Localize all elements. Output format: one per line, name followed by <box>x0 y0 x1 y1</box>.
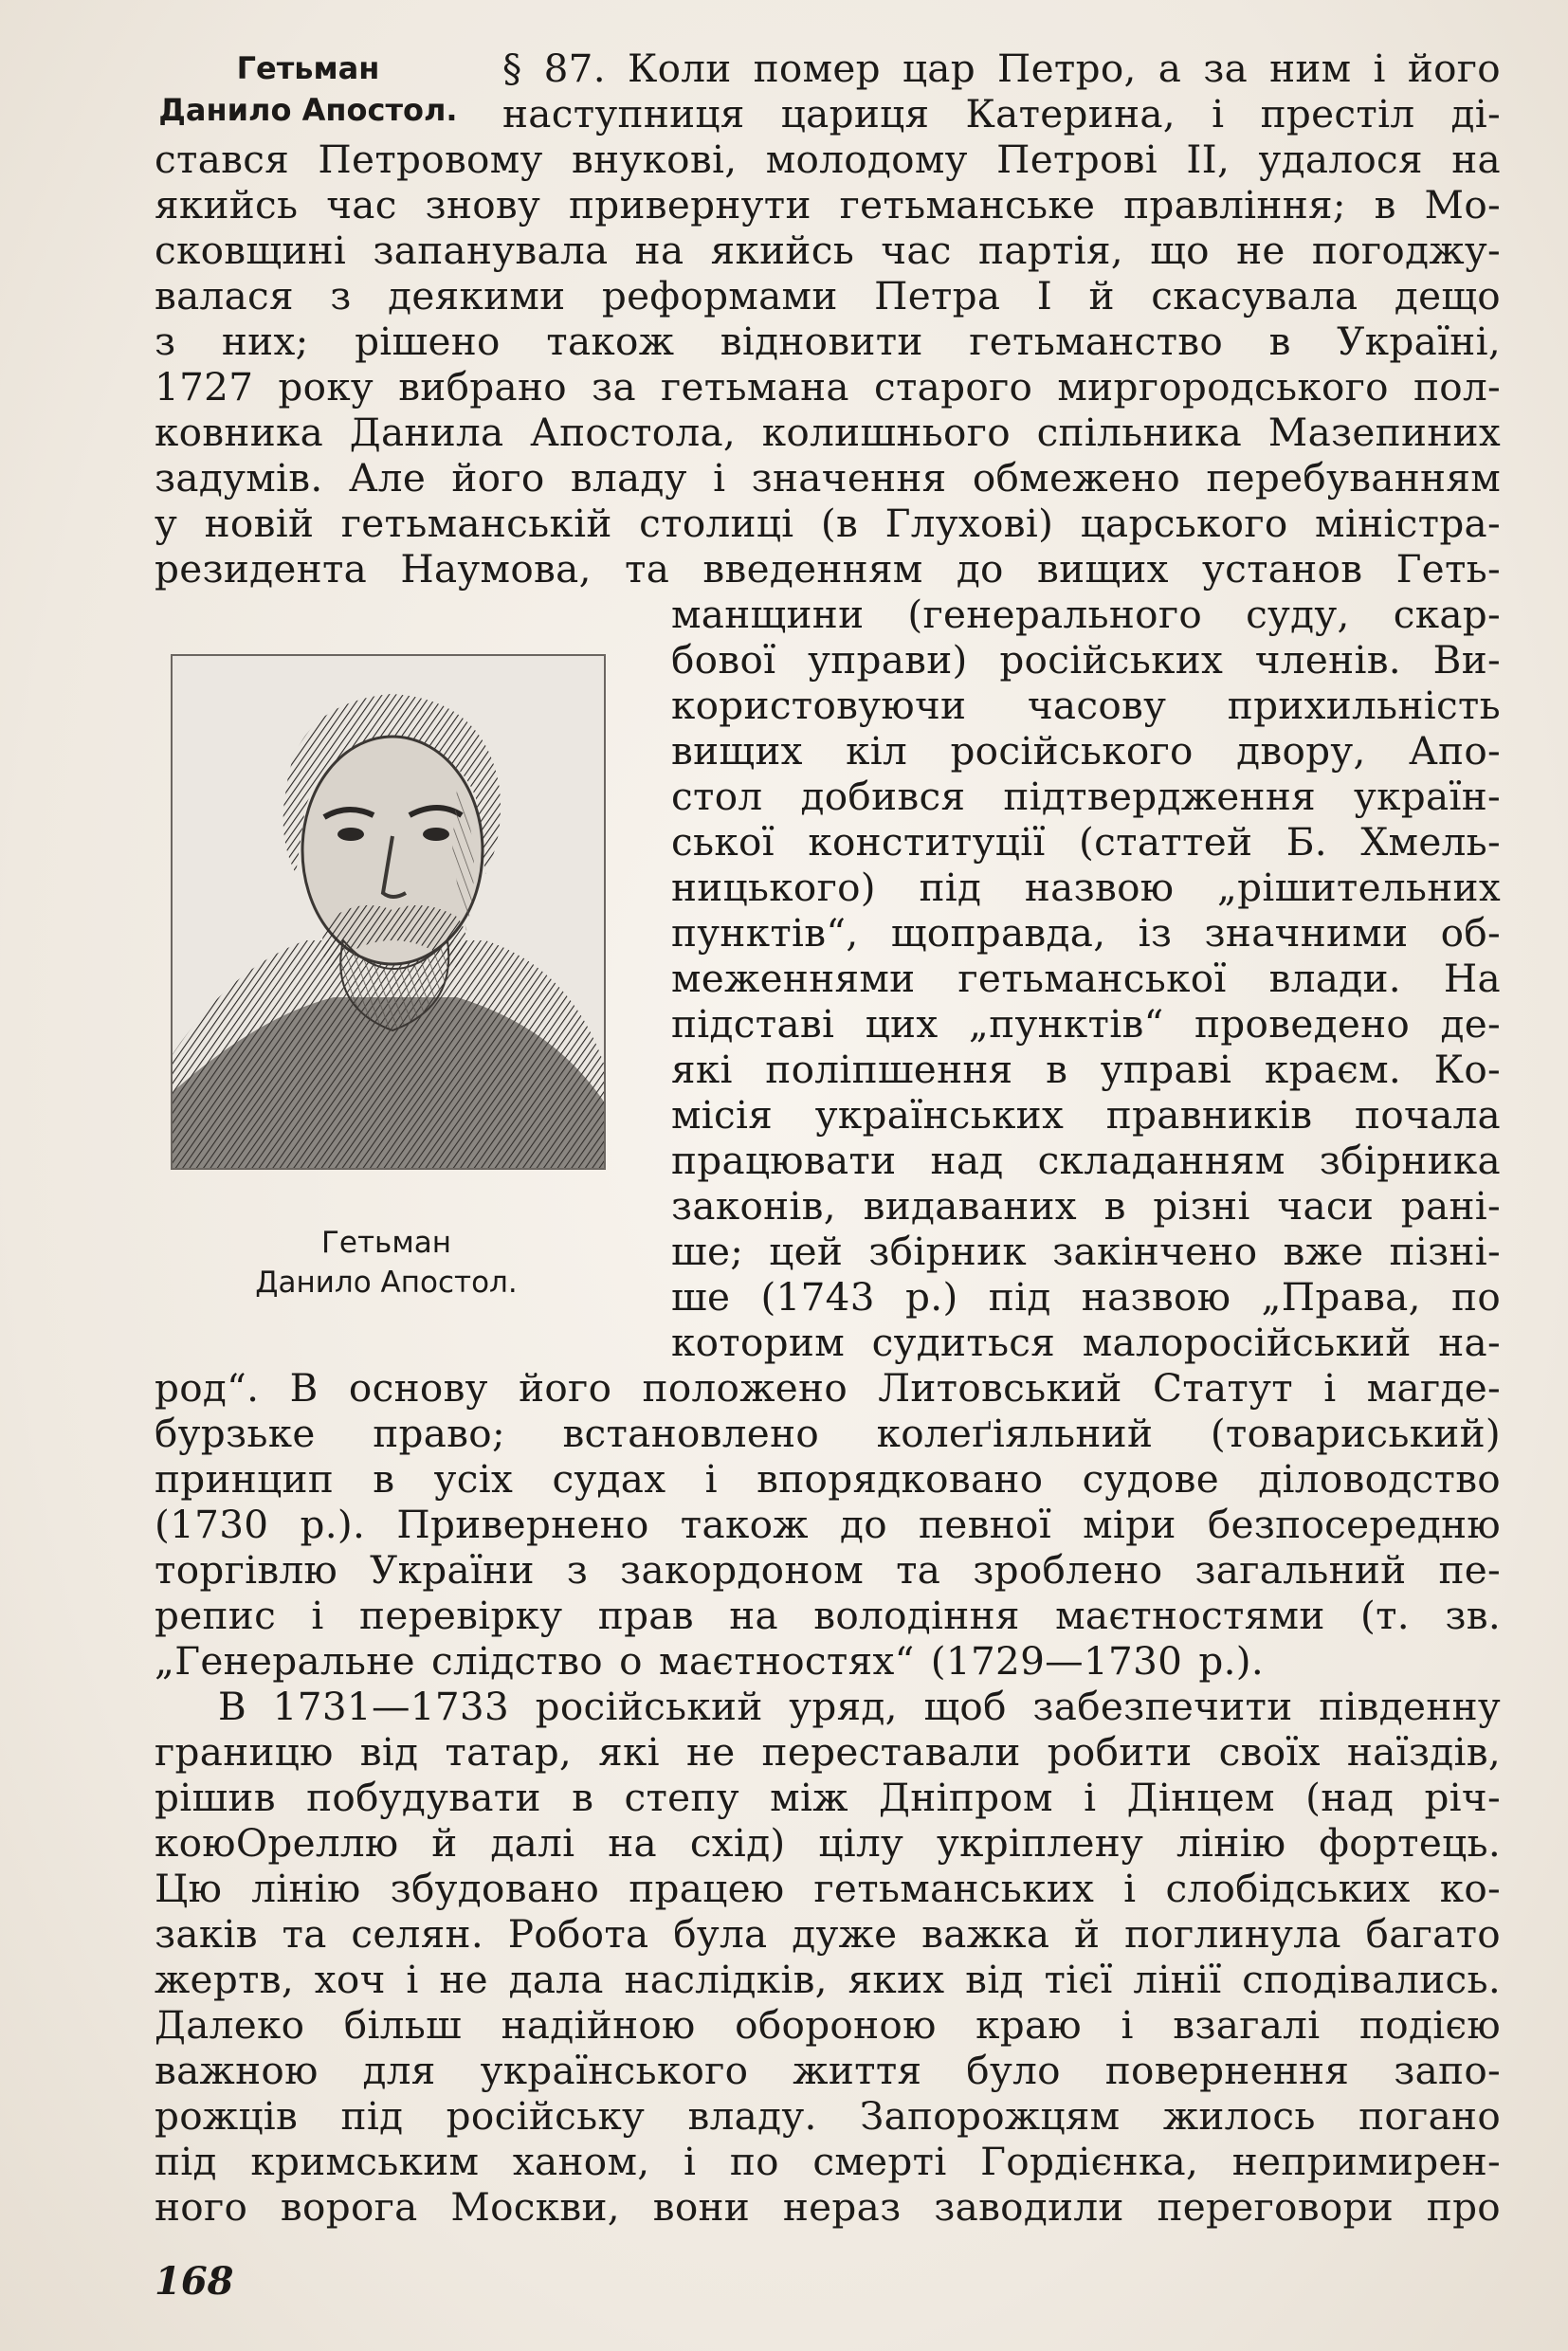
text-line: користовуючи часову прихильність <box>671 683 1501 728</box>
paragraph-first-line: В 1731—1733 російський уряд, щоб забезпечити південну <box>218 1684 1501 1729</box>
text-line: ше; цей збірник закінчено вже пізні- <box>671 1229 1501 1274</box>
text-line: ше (1743 р.) під назвою „Права, по <box>671 1274 1501 1320</box>
text-line: торгівлю України з закордоном та зроблено загальний пе- <box>155 1547 1501 1593</box>
text-line: бової управи) російських членів. Ви- <box>671 637 1501 683</box>
page-number: 168 <box>155 2259 234 2304</box>
text-line: важною для українського життя було повернення запо- <box>155 2048 1501 2093</box>
text-line: ного ворога Москви, вони нераз заводили переговори про <box>155 2184 1501 2230</box>
marginal-heading-line2: Данило Апостол. <box>158 92 458 128</box>
text-line: вищих кіл російського двору, Апо- <box>671 728 1501 774</box>
text-line: наступниця цариця Катерина, і престіл ді- <box>502 91 1501 137</box>
paragraph-first-line: § 87. Коли помер цар Петро, а за ним і його <box>502 46 1501 91</box>
text-line: місія українських правників почала <box>671 1092 1501 1138</box>
marginal-heading-line1: Гетьман <box>236 50 380 86</box>
text-line: жертв, хоч і не дала наслідків, яких від тієї лінії сподівались. <box>155 1957 1501 2002</box>
text-line: бурзьке право; встановлено колеґіяльний (товариський) <box>155 1411 1501 1456</box>
text-line: заків та селян. Робота була дуже важка й поглинула багато <box>155 1911 1501 1957</box>
text-line: (1730 р.). Привернено також до певної міри безпосередню <box>155 1502 1501 1547</box>
text-line: 1727 року вибрано за гетьмана старого миргородського пол- <box>155 364 1501 410</box>
portrait-caption <box>190 1223 583 1303</box>
text-line: Далеко більш надійною обороною краю і взагалі подією <box>155 2002 1501 2048</box>
text-line: род“. В основу його положено Литовський Статут і магде- <box>155 1365 1501 1411</box>
text-line: которим судиться малоросійський на- <box>671 1320 1501 1365</box>
text-line: сковщині запанувала на якийсь час партія, що не погоджу- <box>155 228 1501 273</box>
text-line: з них; рішено також відновити гетьманство в Україні, <box>155 319 1501 364</box>
text-line: валася з деякими реформами Петра І й скасувала дещо <box>155 273 1501 319</box>
caption-line2: Данило Апостол. <box>255 1266 518 1300</box>
text-line: резидента Наумова, та введенням до вищих установ Геть- <box>155 546 1501 592</box>
portrait-illustration <box>173 656 604 1168</box>
hetman-portrait-image <box>171 654 606 1170</box>
text-line: задумів. Але його владу і значення обмежено перебуванням <box>155 455 1501 501</box>
text-line: пунктів“, щоправда, із значними об- <box>671 910 1501 956</box>
text-line: які поліпшення в управі краєм. Ко- <box>671 1047 1501 1092</box>
text-line: підставі цих „пунктів“ проведено де- <box>671 1001 1501 1047</box>
text-line: манщини (генерального суду, скар- <box>671 592 1501 637</box>
text-line: меженнями гетьманської влади. На <box>671 956 1501 1001</box>
text-line: Цю лінію збудовано працею гетьманських і слобідських ко- <box>155 1866 1501 1911</box>
text-line: під кримським ханом, і по смерті Гордієнка, непримирен- <box>155 2139 1501 2184</box>
paragraph-last-line: „Генеральне слідство о маєтностях“ (1729—1730 р.). <box>155 1638 1265 1684</box>
text-line: законів, видаваних в різні часи рані- <box>671 1183 1501 1229</box>
text-line: коюОреллю й далі на схід) цілу укріплену лінію фортець. <box>155 1820 1501 1866</box>
text-line: працювати над складанням збірника <box>671 1138 1501 1183</box>
text-line: стався Петровому внукові, молодому Петрові II, удалося на <box>155 137 1501 182</box>
text-line: рішив побудувати в степу між Дніпром і Дінцем (над річ- <box>155 1775 1501 1820</box>
text-line: ковника Данила Апостола, колишнього спільника Мазепиних <box>155 410 1501 455</box>
text-line: репис і перевірку прав на володіння маєтностями (т. зв. <box>155 1593 1501 1638</box>
text-line: принцип в усіх судах і впорядковано судове діловодство <box>155 1456 1501 1502</box>
caption-line1: Гетьман <box>321 1226 451 1260</box>
text-line: границю від татар, які не переставали робити своїх наїздів, <box>155 1729 1501 1775</box>
text-line: ської конституції (статтей Б. Хмель- <box>671 819 1501 865</box>
text-line: у новій гетьманській столиці (в Глухові) царського міністра- <box>155 501 1501 546</box>
text-line: якийсь час знову привернути гетьманське правління; в Мо- <box>155 182 1501 228</box>
text-line: ницького) під назвою „рішительних <box>671 865 1501 910</box>
text-line: стол добився підтвердження україн- <box>671 774 1501 819</box>
text-line: рожців під російську владу. Запорожцям жилось погано <box>155 2093 1501 2139</box>
marginal-heading <box>152 47 465 131</box>
